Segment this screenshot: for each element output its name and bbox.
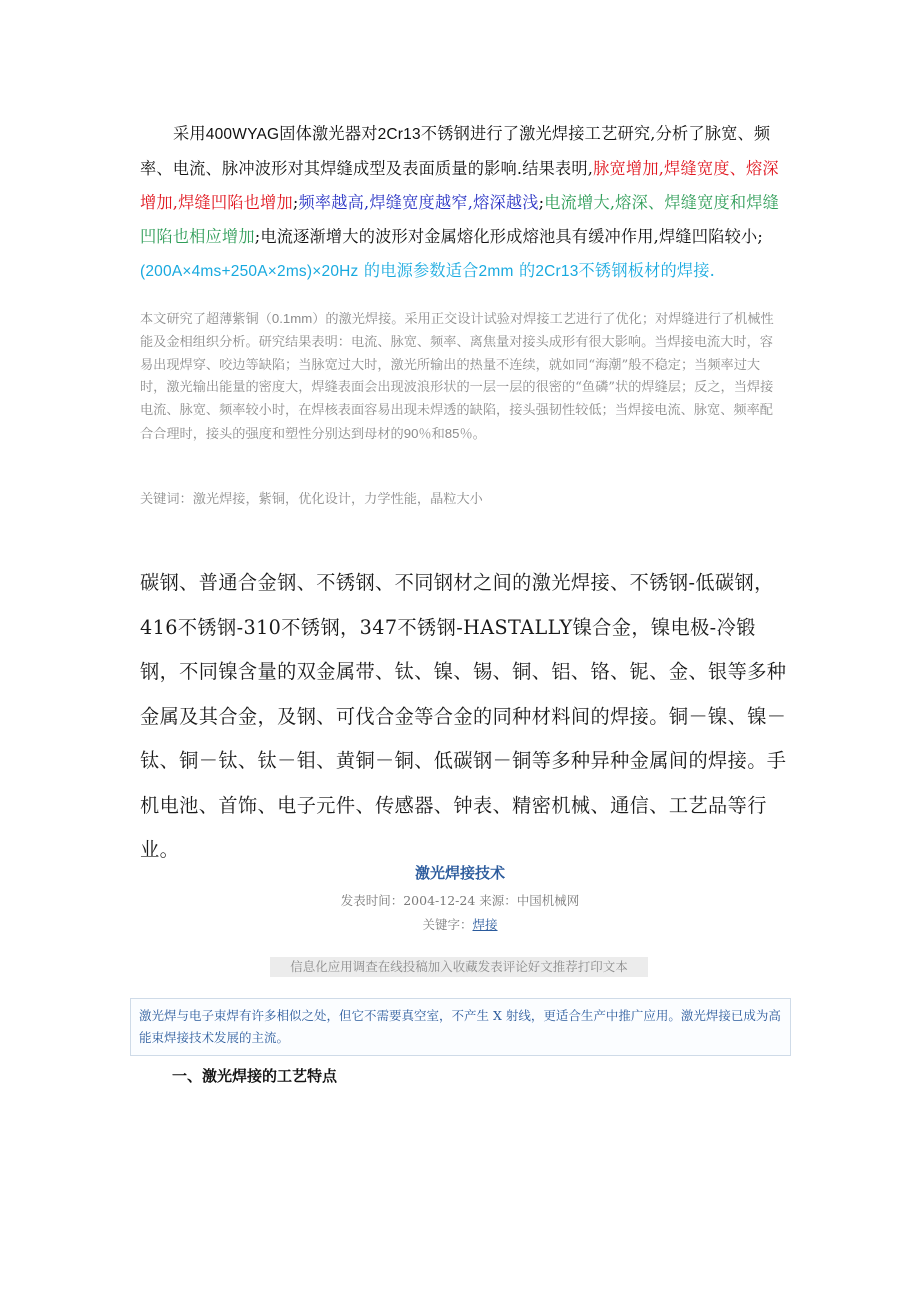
- text-run: 2Cr13: [377, 126, 421, 143]
- article-meta: 发表时间：2004-12-24 来源：中国机械网: [340, 893, 580, 908]
- highlight-cyan: 的: [513, 261, 536, 280]
- text-run: ％和: [418, 426, 445, 442]
- abstract-paragraph-2: [140, 308, 782, 447]
- section-heading: 一、激光焊接的工艺特点: [172, 1067, 338, 1085]
- text-run: 采用: [173, 124, 206, 143]
- abstract-paragraph-1: [140, 117, 780, 289]
- keyword-link[interactable]: 焊接: [472, 917, 498, 932]
- text-run: 固体激光器对: [279, 124, 378, 143]
- applications-paragraph: 碳钢、普通合金钢、不锈钢、不同钢材之间的激光焊接、不锈钢-低碳钢，416不锈钢-310不锈钢，347不锈钢-HASTALLY镍合金，镍电极-冷锻钢，不同镍含量的双金属带、钛、镍、锡、铜、铝、铬、铌、金、银等多种金属及其合金，及钢、可伐合金等合金的同种材料间的焊接。铜－镍、镍－钛、铜－钛、钛－钼、黄铜－铜、低碳钢－铜等多种异种金属间的焊接。手机电池、首饰、电子元件、传感器、钟表、精密机械、通信、工艺品等行业。: [140, 571, 787, 861]
- keywords-line: 关键词：激光焊接，紫铜，优化设计，力学性能，晶粒大小: [140, 492, 483, 507]
- text-run: ;: [538, 193, 545, 212]
- action-submit-link[interactable]: 在线投稿: [377, 959, 428, 974]
- action-print-link[interactable]: 打印文本: [577, 959, 628, 974]
- text-run: 本文研究了超薄紫铜（: [140, 312, 272, 327]
- highlight-cyan: (200A×4ms+250A×2ms)×20Hz: [140, 263, 359, 280]
- highlight-cyan: 不锈钢板材的焊接.: [578, 261, 715, 280]
- keyword-label: 关键字：: [422, 917, 473, 932]
- highlight-blue: 频率越高,焊缝宽度越窄,熔深越浅: [298, 193, 539, 212]
- action-recommend-link[interactable]: 好文推荐: [527, 959, 578, 974]
- text-run: 400WYAG: [205, 126, 280, 143]
- text-run: 85: [444, 425, 460, 441]
- article-summary-box: 激光焊与电子束焊有许多相似之处，但它不需要真空室，不产生 X 射线，更适合生产中推广应用。激光焊接已成为高能束焊接技术发展的主流。: [130, 998, 791, 1056]
- highlight-green: 电流增大,熔深、焊缝宽度和焊缝凹陷也相应增加: [140, 193, 780, 246]
- article-action-bar: [270, 957, 648, 977]
- text-run: 不锈钢进行了激光焊接工艺研究,分析了脉宽、频率、电流、脉冲波形对其焊缝成型及表面质量的影响.结果表明,: [140, 124, 771, 178]
- text-run: ）的激光焊接。采用正交设计试验对焊接工艺进行了优化；对焊缝进行了机械性能及金相组织分析。研究结果表明：电流、脉宽、频率、离焦量对接头成形有很大影响。当焊接电流大时，容易出现焊穿、咬边等缺陷；当脉宽过大时，激光所输出的热量不连续，就如同“海潮”般不稳定；当频率过大时，激光输出能量的密度大，焊缝表面会出现波浪形状的一层一层的很密的“鱼磷”状的焊缝层；反之，当焊接电流、脉宽、频率较小时，在焊核表面容易出现未焊透的缺陷，接头强韧性较低；当焊接电流、脉宽、频率配合合理时，接头的强度和塑性分别达到母材的: [140, 312, 774, 442]
- text-run: ;电流逐渐增大的波形对金属熔化形成熔池具有缓冲作用,焊缝凹陷较小;: [254, 227, 763, 246]
- highlight-cyan: 的电源参数适合: [358, 261, 479, 280]
- action-survey-link[interactable]: 信息化应用调查: [290, 959, 378, 974]
- text-run: 90: [403, 425, 419, 441]
- action-comment-link[interactable]: 发表评论: [477, 959, 528, 974]
- article-title: 激光焊接技术: [414, 864, 505, 882]
- action-favorite-link[interactable]: 加入收藏: [427, 959, 478, 974]
- highlight-cyan: 2Cr13: [535, 263, 579, 280]
- highlight-cyan: 2mm: [478, 263, 514, 280]
- text-run: ％。: [459, 426, 486, 442]
- highlight-red: 脉宽增加,焊缝宽度、熔深增加,焊缝凹陷也增加: [140, 159, 779, 212]
- text-run: ;: [292, 193, 299, 212]
- article-keywords: [0, 915, 920, 933]
- text-run: 0.1mm: [271, 311, 313, 326]
